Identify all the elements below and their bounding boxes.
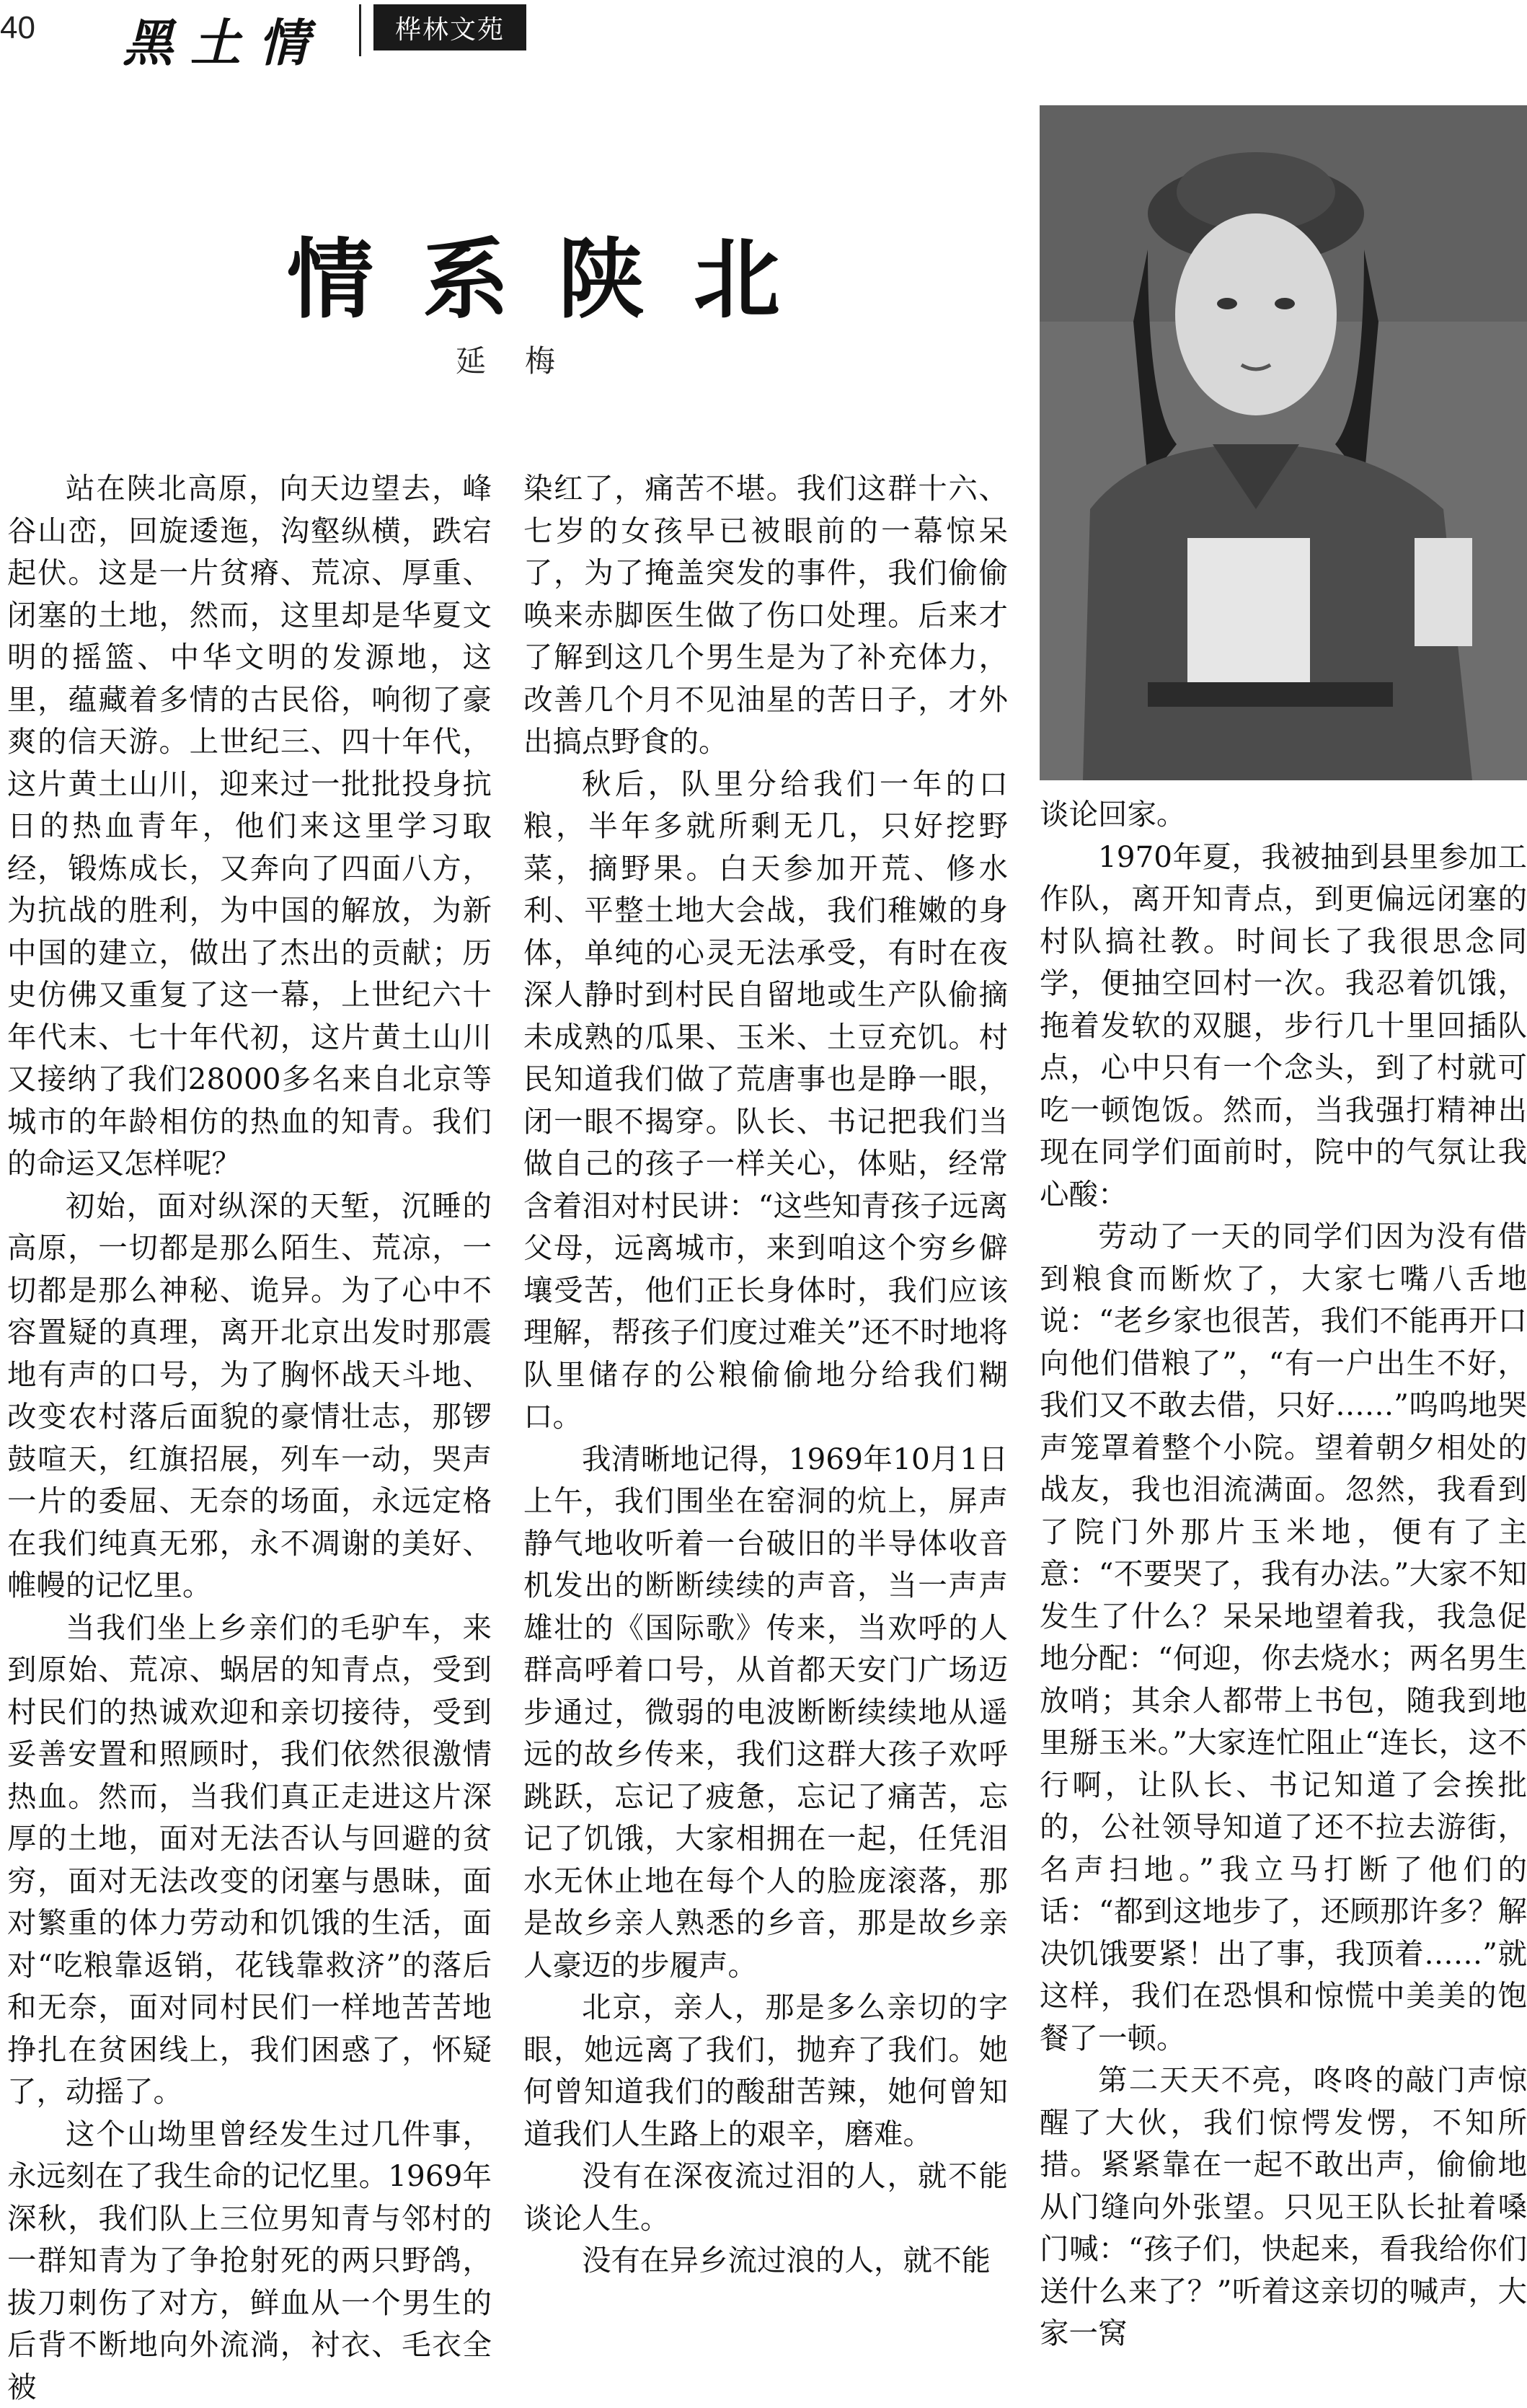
article-title: 情系陕北 [287,211,777,335]
page-number: 40 [0,10,35,46]
paragraph: 站在陕北高原，向天边望去，峰谷山峦，回旋逶迤，沟壑纵横，跌宕起伏。这是一片贫瘠、荒凉、厚重、闭塞的土地，然而，这里却是华夏文明的摇篮、中华文明的发源地，这里，蕴藏着多情的古民俗，响彻了豪爽的信天游。上世纪三、四十年代，这片黄土山川，迎来过一批批投身抗日的热血青年，他们来这里学习取经，锻炼成长，又奔向了四面八方，为抗战的胜利，为中国的解放，为新中国的建立，做出了杰出的贡献；历史仿佛又重复了这一幕，上世纪六十年代末、七十年代初，这片黄土山川又接纳了我们28000多名来自北京等城市的年龄相仿的热血的知青。我们的命运又怎样呢？ [7,467,492,1185]
masthead-divider [359,4,361,56]
paragraph-continued: 染红了，痛苦不堪。我们这群十六、七岁的女孩早已被眼前的一幕惊呆了，为了掩盖突发的事件，我们偷偷唤来赤脚医生做了伤口处理。后来才了解到这几个男生是为了补充体力，改善几个月不见油星的苦日子，才外出搞点野食的。 [523,467,1008,763]
paragraph: 秋后，队里分给我们一年的口粮，半年多就所剩无几，只好挖野菜，摘野果。白天参加开荒、修水利、平整土地大会战，我们稚嫩的身体，单纯的心灵无法承受，有时在夜深人静时到村民自留地或生产队偷摘未成熟的瓜果、玉米、土豆充饥。村民知道我们做了荒唐事也是睁一眼，闭一眼不揭穿。队长、书记把我们当做自己的孩子一样关心，体贴，经常含着泪对村民讲：“这些知青孩子远离父母，远离城市，来到咱这个穷乡僻壤受苦，他们正长身体时，我们应该理解，帮孩子们度过难关”还不时地将队里储存的公粮偷偷地分给我们糊口。 [523,763,1008,1438]
magazine-masthead: 黑土情 [123,3,326,76]
paragraph: 没有在异乡流过浪的人，就不能 [523,2239,1008,2282]
article-column-3 [1040,793,1527,2192]
paragraph: 第二天天不亮，咚咚的敲门声惊醒了大伙，我们惊愕发愣，不知所措。紧紧靠在一起不敢出声，偷偷地从门缝向外张望。只见王队长扯着嗓门喊：“孩子们，快起来，看我给你们送什么来了？”听着这亲切的喊声，大家一窝 [1040,2059,1527,2355]
portrait-photo [1040,105,1527,780]
article-author: 延梅 [456,338,594,381]
paragraph: 当我们坐上乡亲们的毛驴车，来到原始、荒凉、蜗居的知青点，受到村民们的热诚欢迎和亲切接待，受到妥善安置和照顾时，我们依然很激情热血。然而，当我们真正走进这片深厚的土地，面对无法否认与回避的贫穷，面对无法改变的闭塞与愚昧，面对繁重的体力劳动和饥饿的生活，面对“吃粮靠返销，花钱靠救济”的落后和无奈，面对同村民们一样地苦苦地挣扎在贫困线上，我们困惑了，怀疑了，动摇了。 [7,1607,492,2113]
paragraph-continued: 谈论回家。 [1040,793,1527,836]
article-column-1 [7,467,492,2192]
paragraph: 1970年夏，我被抽到县里参加工作队，离开知青点，到更偏远闭塞的村队搞社教。时间长了我很思念同学，便抽空回村一次。我忍着饥饿，拖着发软的双腿，步行几十里回插队点，心中只有一个念头，到了村就可吃一顿饱饭。然而，当我强打精神出现在同学们面前时，院中的气氛让我心酸： [1040,836,1527,1216]
paragraph: 我清晰地记得，1969年10月1日上午，我们围坐在窑洞的炕上，屏声静气地收听着一台破旧的半导体收音机发出的断断续续的声音，当一声声雄壮的《国际歌》传来，当欢呼的人群高呼着口号，从首都天安门广场迈步通过，微弱的电波断断续续地从遥远的故乡传来，我们这群大孩子欢呼跳跃，忘记了疲惫，忘记了痛苦，忘记了饥饿，大家相拥在一起，任凭泪水无休止地在每个人的脸庞滚落，那是故乡亲人熟悉的乡音，那是故乡亲人豪迈的步履声。 [523,1438,1008,1987]
paragraph: 这个山坳里曾经发生过几件事，永远刻在了我生命的记忆里。1969年深秋，我们队上三位男知青与邻村的一群知青为了争抢射死的两只野鸽，拔刀刺伤了对方，鲜血从一个男生的后背不断地向外流淌，衬衣、毛衣全被 [7,2113,492,2408]
paragraph: 没有在深夜流过泪的人，就不能谈论人生。 [523,2155,1008,2239]
paragraph: 初始，面对纵深的天堑，沉睡的高原，一切都是那么陌生、荒凉，一切都是那么神秘、诡异。为了心中不容置疑的真理，离开北京出发时那震地有声的口号，为了胸怀战天斗地、改变农村落后面貌的豪情壮志，那锣鼓喧天，红旗招展，列车一动，哭声一片的委屈、无奈的场面，永远定格在我们纯真无邪，永不凋谢的美好、帷幔的记忆里。 [7,1185,492,1607]
paragraph: 北京，亲人，那是多么亲切的字眼，她远离了我们，抛弃了我们。她何曾知道我们的酸甜苦辣，她何曾知道我们人生路上的艰辛，磨难。 [523,1986,1008,2155]
paragraph: 劳动了一天的同学们因为没有借到粮食而断炊了，大家七嘴八舌地说：“老乡家也很苦，我们不能再开口向他们借粮了”，“有一户出生不好，我们又不敢去借，只好……”呜呜地哭声笼罩着整个小院。望着朝夕相处的战友，我也泪流满面。忽然，我看到了院门外那片玉米地，便有了主意：“不要哭了，我有办法。”大家不知发生了什么？呆呆地望着我，我急促地分配：“何迎，你去烧水；两名男生放哨；其余人都带上书包，随我到地里掰玉米。”大家连忙阻止“连长，这不行啊，让队长、书记知道了会挨批的，公社领导知道了还不拉去游街，名声扫地。”我立马打断了他们的话：“都到这地步了，还顾那许多？解决饥饿要紧！出了事，我顶着……”就这样，我们在恐惧和惊慌中美美的饱餐了一顿。 [1040,1215,1527,2059]
portrait-illustration [1040,105,1527,780]
article-column-2 [523,467,1008,2192]
section-label: 桦林文苑 [373,4,526,50]
